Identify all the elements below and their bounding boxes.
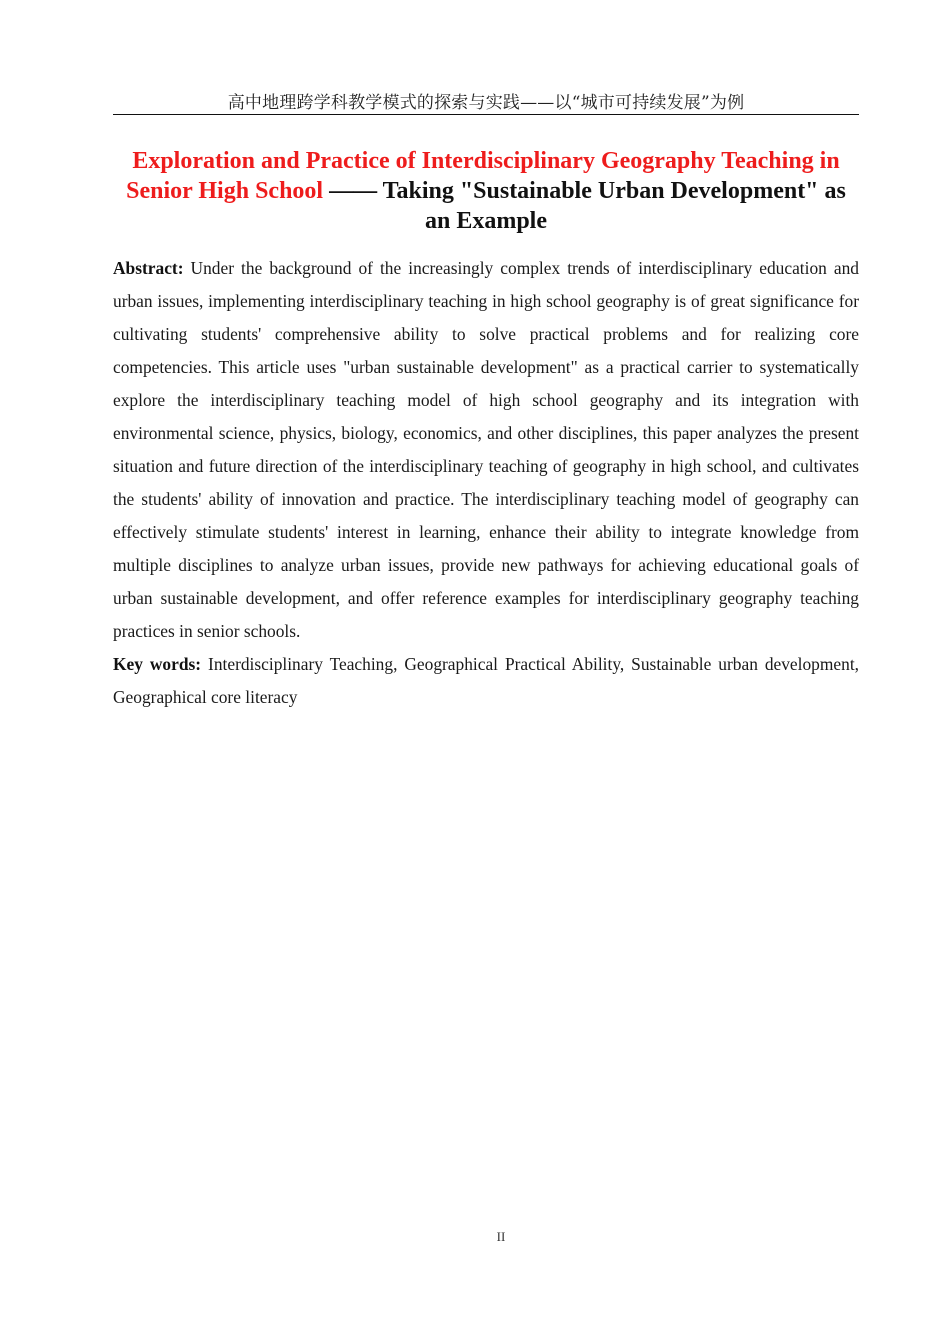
title-red-part: Exploration and Practice of Interdisciplinary Geography Teaching in Senior High School [126,148,840,204]
abstract-text: Under the background of the increasingly complex trends of interdisciplinary education and urban issues, implementing interdisciplinary teaching in high school geography is of great significance for cultivating students' comprehensive ability to solve practical problems and for realizing core competencies. This article uses "urban sustainable development" as a practical carrier to systematically explore the interdisciplinary teaching model of high school geography and its integration with environmental science, physics, biology, economics, and other disciplines, this paper analyzes the present situation and future direction of the interdisciplinary teaching of geography in high school, and cultivates the students' ability of innovation and practice. The interdisciplinary teaching model of geography can effectively stimulate students' interest in learning, enhance their ability to integrate knowledge from multiple disciplines to analyze urban issues, provide new pathways for achieving educational goals of urban sustainable development, and offer reference examples for interdisciplinary geography teaching practices in senior schools. [113,258,859,641]
paper-title [113,146,859,236]
abstract-label: Abstract: [113,258,184,278]
title-black-part: —— Taking "Sustainable Urban Development" as an Example [323,178,846,234]
keywords-paragraph [113,648,859,714]
header-rule [113,114,859,115]
abstract-paragraph [113,252,859,648]
keywords-text: Interdisciplinary Teaching, Geographical Practical Ability, Sustainable urban development, Geographical core literacy [113,654,859,707]
abstract-section [113,252,859,714]
running-header: 高中地理跨学科教学模式的探索与实践——以“城市可持续发展”为例 [227,93,745,113]
keywords-label: Key words: [113,654,202,674]
page-number: II [496,1229,506,1244]
